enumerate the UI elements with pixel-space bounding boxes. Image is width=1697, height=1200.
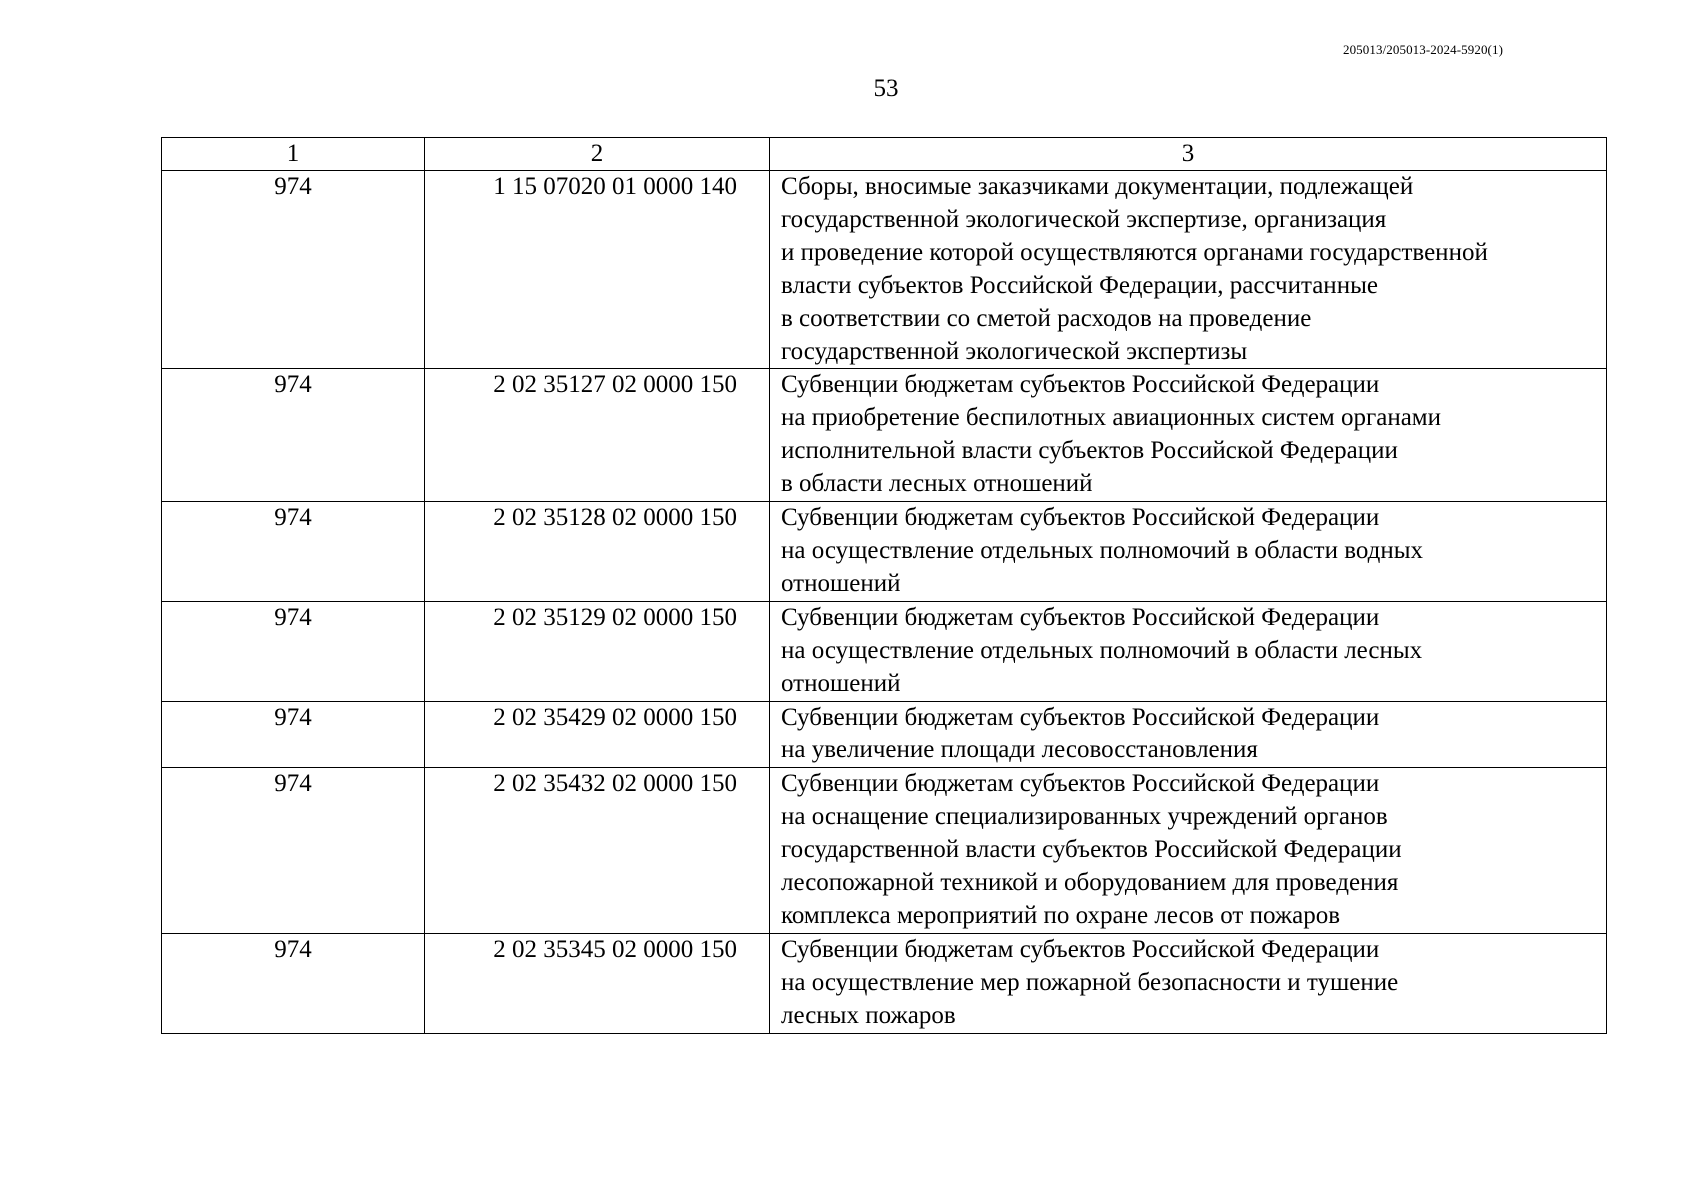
table-row xyxy=(162,502,1607,602)
page-number: 53 xyxy=(873,75,899,102)
description-line: лесопожарной техникой и оборудованием для проведения xyxy=(781,869,1399,897)
kbk-code-cell: 2 02 35128 02 0000 150 xyxy=(425,502,770,602)
table-row xyxy=(162,369,1607,502)
description-cell xyxy=(770,701,1607,768)
description-line: на приобретение беспилотных авиационных систем органами xyxy=(781,404,1442,432)
admin-code-cell: 974 xyxy=(162,768,425,934)
description-line: отношений xyxy=(781,669,901,697)
description-line: исполнительной власти субъектов Российской Федерации xyxy=(781,437,1398,465)
description-line: Субвенции бюджетам субъектов Российской Федерации xyxy=(781,603,1380,631)
table-body xyxy=(162,138,1607,1034)
document-reference: 205013/205013-2024-5920(1) xyxy=(1342,42,1503,57)
description-line: государственной власти субъектов Российской Федерации xyxy=(781,836,1402,864)
description-line: на осуществление мер пожарной безопасности и тушение xyxy=(781,968,1399,996)
description-line: власти субъектов Российской Федерации, рассчитанные xyxy=(781,271,1378,299)
table-row xyxy=(162,768,1607,934)
kbk-code-cell: 2 02 35127 02 0000 150 xyxy=(425,369,770,502)
description-line: на осуществление отдельных полномочий в области водных xyxy=(781,536,1424,564)
admin-code-cell: 974 xyxy=(162,933,425,1033)
description-line: комплекса мероприятий по охране лесов от пожаров xyxy=(781,901,1340,929)
description-line: Субвенции бюджетам субъектов Российской Федерации xyxy=(781,935,1380,963)
table-row xyxy=(162,701,1607,768)
description-cell xyxy=(770,502,1607,602)
description-cell xyxy=(770,768,1607,934)
table-row xyxy=(162,933,1607,1033)
header-row xyxy=(162,138,1607,171)
description-line: Субвенции бюджетам субъектов Российской Федерации xyxy=(781,703,1380,731)
budget-codes-table xyxy=(161,137,1607,1034)
description-line: и проведение которой осуществляются органами государственной xyxy=(781,238,1488,266)
description-cell xyxy=(770,369,1607,502)
admin-code-cell: 974 xyxy=(162,701,425,768)
description-line: Субвенции бюджетам субъектов Российской Федерации xyxy=(781,371,1380,399)
description-cell xyxy=(770,601,1607,701)
admin-code-cell: 974 xyxy=(162,601,425,701)
description-cell xyxy=(770,171,1607,369)
kbk-code-cell: 2 02 35345 02 0000 150 xyxy=(425,933,770,1033)
description-line: в соответствии со сметой расходов на проведение xyxy=(781,304,1312,332)
column-header-1: 1 xyxy=(162,138,425,171)
description-line: в области лесных отношений xyxy=(781,470,1093,498)
admin-code-cell: 974 xyxy=(162,502,425,602)
description-line: лесных пожаров xyxy=(781,1001,956,1029)
admin-code-cell: 974 xyxy=(162,369,425,502)
kbk-code-cell: 2 02 35432 02 0000 150 xyxy=(425,768,770,934)
kbk-code-cell: 1 15 07020 01 0000 140 xyxy=(425,171,770,369)
column-header-3: 3 xyxy=(770,138,1607,171)
description-line: Сборы, вносимые заказчиками документации, подлежащей xyxy=(781,173,1414,200)
description-cell xyxy=(770,933,1607,1033)
description-line: Субвенции бюджетам субъектов Российской Федерации xyxy=(781,770,1380,798)
description-line: на увеличение площади лесовосстановления xyxy=(781,736,1258,764)
description-line: на оснащение специализированных учреждений органов xyxy=(781,803,1388,831)
description-line: государственной экологической экспертизе, организация xyxy=(781,205,1387,233)
column-header-2: 2 xyxy=(425,138,770,171)
description-line: на осуществление отдельных полномочий в области лесных xyxy=(781,636,1423,664)
kbk-code-cell: 2 02 35429 02 0000 150 xyxy=(425,701,770,768)
description-line: Субвенции бюджетам субъектов Российской Федерации xyxy=(781,504,1380,532)
table-row xyxy=(162,171,1607,369)
description-line: государственной экологической экспертизы xyxy=(781,337,1248,365)
admin-code-cell: 974 xyxy=(162,171,425,369)
description-line: отношений xyxy=(781,569,901,597)
table-row xyxy=(162,601,1607,701)
kbk-code-cell: 2 02 35129 02 0000 150 xyxy=(425,601,770,701)
